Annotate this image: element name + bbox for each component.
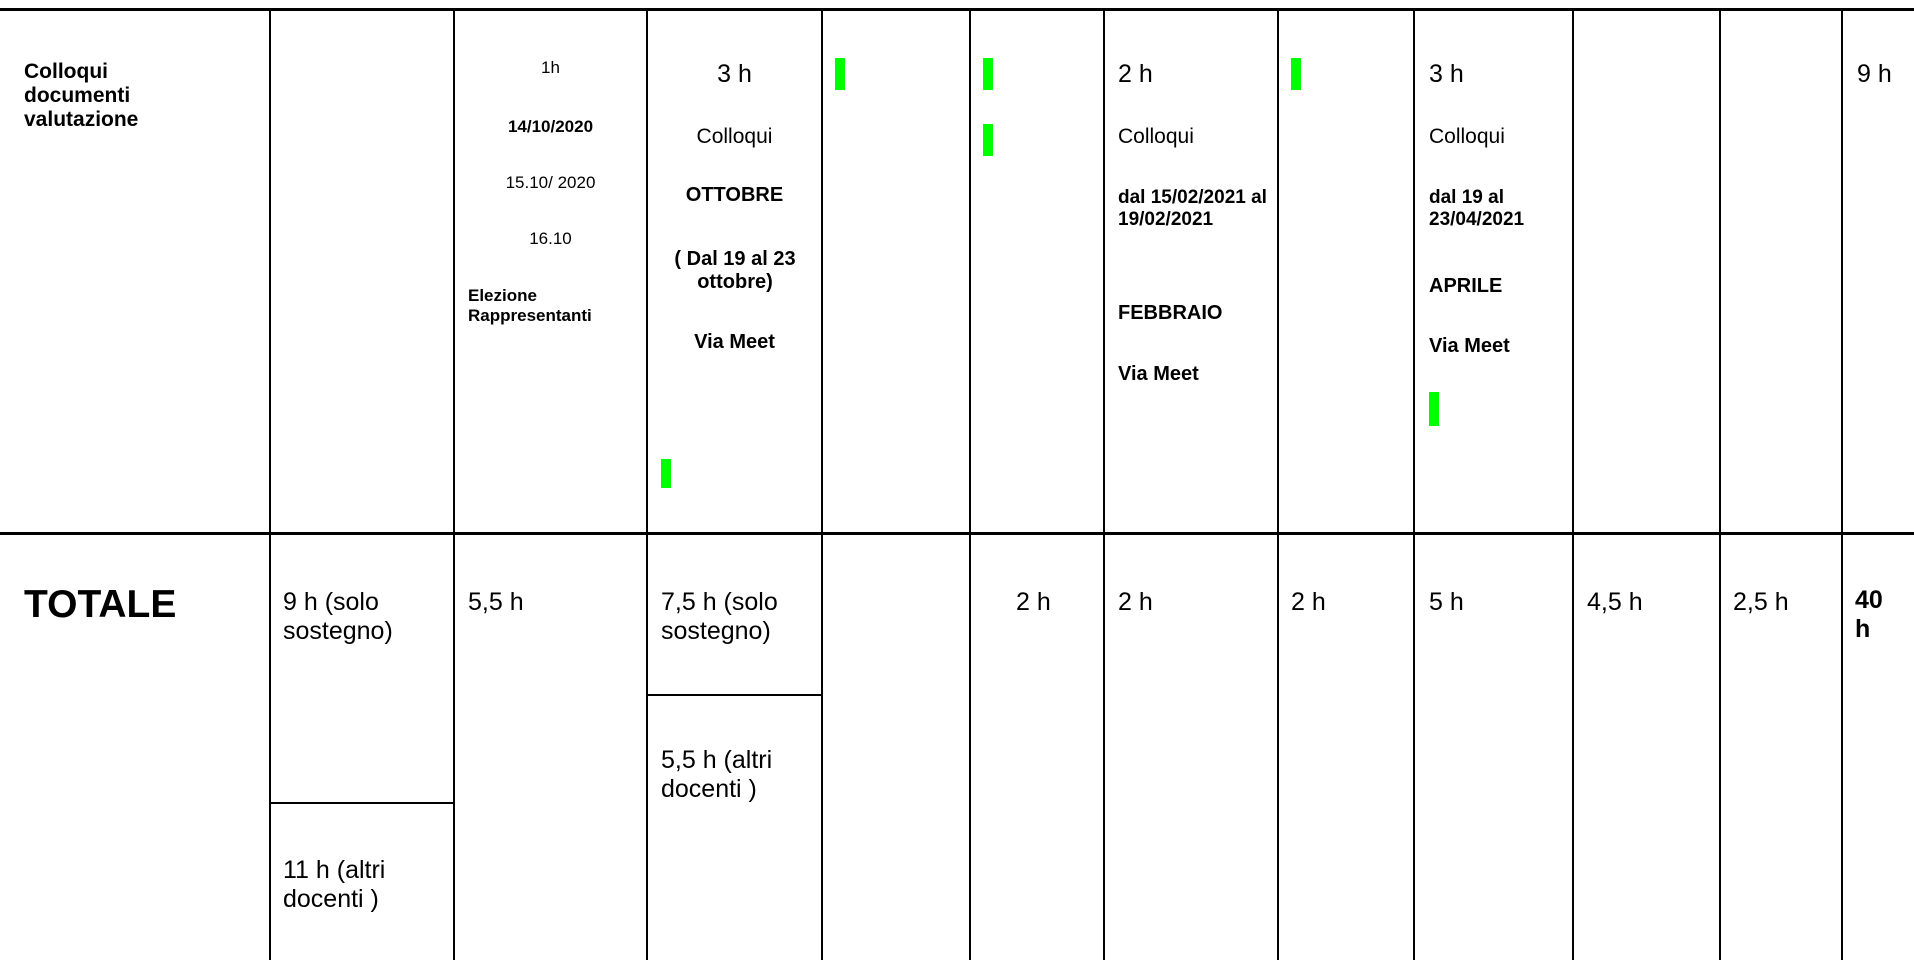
- column-divider: [1277, 8, 1279, 960]
- cell-range: dal 15/02/2021 al 19/02/2021: [1118, 187, 1267, 230]
- cell-hours: 1h: [541, 58, 560, 77]
- column-divider: [269, 8, 271, 960]
- column-divider: [453, 8, 455, 960]
- cell-label: Colloqui: [1429, 125, 1505, 148]
- column-divider: [1572, 8, 1574, 960]
- cell-total: 2 h: [1016, 588, 1051, 616]
- column-divider: [1719, 8, 1721, 960]
- column-divider: [821, 8, 823, 960]
- column-divider: [1413, 8, 1415, 960]
- green-marker: [983, 58, 993, 90]
- cell-total-bottom: 5,5 h (altri docenti ): [661, 746, 773, 803]
- column-divider: [646, 8, 648, 960]
- cell-total-top: 9 h (solo sostegno): [283, 588, 393, 645]
- cell-mode: Via Meet: [694, 331, 775, 353]
- cell-total: 2,5 h: [1733, 588, 1789, 616]
- cell-hours: 3 h: [1429, 60, 1464, 88]
- green-marker: [1429, 392, 1439, 426]
- cell-total: 4,5 h: [1587, 588, 1643, 616]
- cell-date: 16.10: [529, 229, 572, 248]
- column-divider: [1103, 8, 1105, 960]
- cell-label: Colloqui: [696, 125, 773, 148]
- cell-total: 2 h: [1291, 588, 1326, 616]
- row-heading-colloqui: Colloqui documenti valutazione: [24, 60, 139, 132]
- cell-month: FEBBRAIO: [1118, 302, 1223, 324]
- cell-hours: 3 h: [717, 60, 752, 88]
- cell-grand-total: 40 h: [1855, 586, 1883, 643]
- green-marker: [983, 124, 993, 156]
- row-divider: [0, 532, 1914, 535]
- cell-divider: [647, 694, 822, 696]
- column-divider: [1841, 8, 1843, 960]
- cell-mode: Via Meet: [1118, 363, 1199, 385]
- cell-label: Colloqui: [1118, 125, 1194, 148]
- cell-total: 5,5 h: [468, 588, 524, 616]
- cell-month: APRILE: [1429, 275, 1503, 297]
- cell-hours: 2 h: [1118, 60, 1153, 88]
- row-heading-totale: TOTALE: [24, 583, 177, 626]
- table-border-top: [0, 8, 1914, 11]
- cell-date: 15.10/ 2020: [505, 173, 596, 192]
- green-marker: [661, 459, 671, 488]
- cell-month: OTTOBRE: [685, 184, 784, 206]
- green-marker: [1291, 58, 1301, 90]
- cell-date: 14/10/2020: [507, 117, 594, 136]
- cell-range: dal 19 al 23/04/2021: [1429, 187, 1525, 230]
- cell-total: 2 h: [1118, 588, 1153, 616]
- cell-divider: [270, 802, 455, 804]
- cell-total-bottom: 11 h (altri docenti ): [283, 856, 386, 913]
- column-divider: [969, 8, 971, 960]
- cell-event: Elezione Rappresentanti: [468, 286, 592, 325]
- cell-total: 5 h: [1429, 588, 1464, 616]
- cell-total-top: 7,5 h (solo sostegno): [661, 588, 778, 645]
- cell-range: ( Dal 19 al 23 ottobre): [674, 248, 796, 293]
- green-marker: [835, 58, 845, 90]
- cell-mode: Via Meet: [1429, 335, 1510, 357]
- cell-hours: 9 h: [1857, 60, 1892, 88]
